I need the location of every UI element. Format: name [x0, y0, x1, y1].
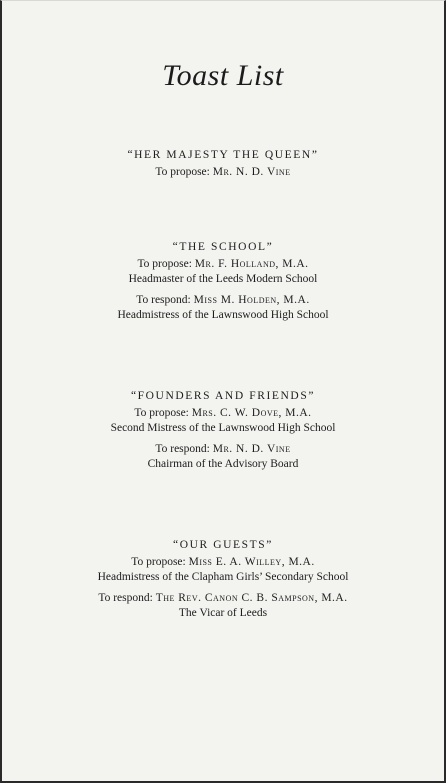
toast-founders: [2, 390, 444, 478]
speaker-description: Headmaster of the Leeds Modern School: [128, 273, 318, 285]
role-line: [2, 165, 444, 180]
speaker-description: The Vicar of Leeds: [178, 607, 268, 619]
speaker-description: Headmistress of the Clapham Girls’ Secondary School: [97, 571, 349, 583]
role-line: [2, 442, 444, 457]
speaker-name: Miss M. Holden, M.A.: [193, 294, 310, 306]
speaker-name: Mrs. C. W. Dove, M.A.: [191, 407, 312, 419]
toast-heading: “THE SCHOOL”: [172, 241, 274, 253]
speaker-name: Mr. F. Holland, M.A.: [194, 258, 309, 270]
toast-heading: “HER MAJESTY THE QUEEN”: [127, 149, 319, 161]
role-propose: [2, 165, 444, 180]
role-prefix: To respond:: [98, 592, 153, 604]
role-prefix: To respond:: [136, 294, 191, 306]
toast-heading: “OUR GUESTS”: [172, 539, 273, 551]
speaker-description: Chairman of the Advisory Board: [147, 458, 299, 470]
speaker-name: Miss E. A. Willey, M.A.: [188, 556, 315, 568]
role-line: [2, 591, 444, 606]
role-line: [2, 555, 444, 570]
role-propose: [2, 257, 444, 287]
toast-queen: [2, 149, 444, 186]
toast-guests: [2, 539, 444, 627]
role-propose: [2, 406, 444, 436]
toast-school: [2, 241, 444, 329]
role-prefix: To respond:: [155, 443, 210, 455]
role-propose: [2, 555, 444, 585]
speaker-description: Headmistress of the Lawnswood High School: [117, 309, 329, 321]
role-prefix: To propose:: [131, 556, 186, 568]
role-line: [2, 293, 444, 308]
speaker-name: Mr. N. D. Vine: [212, 166, 291, 178]
toast-heading: “FOUNDERS AND FRIENDS”: [130, 390, 316, 402]
role-prefix: To propose:: [137, 258, 192, 270]
role-prefix: To propose:: [155, 166, 210, 178]
speaker-description: Second Mistress of the Lawnswood High School: [110, 422, 336, 434]
role-respond: [2, 591, 444, 621]
speaker-name: Mr. N. D. Vine: [212, 443, 291, 455]
role-line: [2, 257, 444, 272]
role-line: [2, 406, 444, 421]
role-respond: [2, 442, 444, 472]
role-prefix: To propose:: [134, 407, 189, 419]
page-title: Toast List: [162, 59, 284, 92]
speaker-name: The Rev. Canon C. B. Sampson, M.A.: [155, 592, 348, 604]
role-respond: [2, 293, 444, 323]
